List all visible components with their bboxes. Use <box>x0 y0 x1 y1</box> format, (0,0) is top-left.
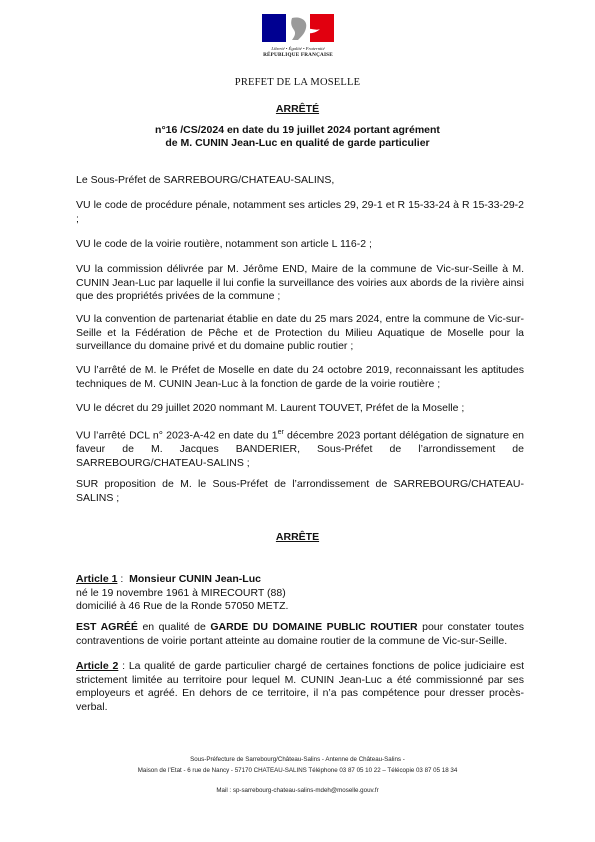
visa-3: VU la commission délivrée par M. Jérôme END, Maire de la commune de Vic-sur-Seille à M. CUNIN Jean-Luc par laquelle il lui confie la surveillance des voiries aux abords de la rivière ainsi que des propriétés privées de la commune ; <box>76 263 524 302</box>
proposal: SUR proposition de M. le Sous-Préfet de l’arrondissement de SARREBOURG/CHATEAU-SALINS ; <box>76 478 524 504</box>
republic-motto: Liberté • Égalité • Fraternité <box>271 46 325 51</box>
visa-7: VU l’arrêté DCL n° 2023-A-42 en date du 1er décembre 2023 portant délégation de signature en faveur de M. Jacques BANDERIER, Sous-Préfet de l’arrondissement de SARREBOURG/CHATEAU-SALINS ; <box>76 429 524 469</box>
visa-4: VU la convention de partenariat établie en date du 25 mars 2024, entre la commune de Vic-sur-Seille et la Fédération de Pêche et de Protection du Milieu Aquatique de Moselle pour la surveillance du domaine privé et du domaine public routier ; <box>76 313 524 352</box>
marianne-logo <box>262 14 334 58</box>
visa-5: VU l’arrêté de M. le Préfet de Moselle en date du 24 octobre 2019, reconnaissant les aptitudes techniques de M. CUNIN Jean-Luc à la fonction de garde de la voirie routière ; <box>76 364 524 390</box>
marianne-flag-icon <box>262 14 334 42</box>
footer-line-1: Sous-Préfecture de Sarrebourg/Château-Salins - Antenne de Château-Salins - <box>190 756 405 763</box>
document-subtitle <box>0 124 595 150</box>
article-1: Article 1 : Monsieur CUNIN Jean-Luc né le 19 novembre 1961 à MIRECOURT (88) domicilié à 46 Rue de la Ronde 57050 METZ. <box>76 573 524 614</box>
arrete-heading: ARRÊTE <box>275 531 320 543</box>
document-title: ARRÊTÉ <box>275 103 320 115</box>
republic-name: RÉPUBLIQUE FRANÇAISE <box>263 52 333 58</box>
subtitle-line-1: n°16 /CS/2024 en date du 19 juillet 2024 portant agrément <box>155 124 440 136</box>
article-1-address: domicilié à 46 Rue de la Ronde 57050 METZ. <box>76 600 289 612</box>
article-1-label: Article 1 <box>76 573 118 585</box>
intro-line: Le Sous-Préfet de SARREBOURG/CHATEAU-SALINS, <box>76 174 335 186</box>
article-2: Article 2 : La qualité de garde particulier chargé de certaines fonctions de police judiciaire est strictement limitée au territoire pour lequel M. CUNIN Jean-Luc a été commissionné par ses employeurs et agréé. En dehors de ce territoire, il n’a pas compétence pour dresser procès-verbal. <box>76 660 525 713</box>
subtitle-line-2: de M. CUNIN Jean-Luc en qualité de garde particulier <box>165 137 430 149</box>
visa-1: VU le code de procédure pénale, notamment ses articles 29, 29-1 et R 15-33-24 à R 15-33-29-2 ; <box>76 199 524 225</box>
visa-6: VU le décret du 29 juillet 2020 nommant M. Laurent TOUVET, Préfet de la Moselle ; <box>76 402 465 414</box>
article-2-label: Article 2 <box>76 660 119 672</box>
prefect-heading: PREFET DE LA MOSELLE <box>234 77 361 88</box>
visa-2: VU le code de la voirie routière, notamment son article L 116-2 ; <box>76 238 372 250</box>
article-1-born: né le 19 novembre 1961 à MIRECOURT (88) <box>76 586 286 599</box>
footer-email: Mail : sp-sarrebourg-chateau-salins-mdeh@moselle.gouv.fr <box>216 787 379 794</box>
agree-paragraph: EST AGRÉÉ en qualité de GARDE DU DOMAINE PUBLIC ROUTIER pour constater toutes contraventions de voirie portant atteinte au domaine routier de la commune de Vic-sur-Seille. <box>76 621 524 647</box>
footer-line-2: Maison de l’Etat - 6 rue de Nancy - 57170 CHATEAU-SALINS Téléphone 03 87 05 10 22 – Télécopie 03 87 05 18 34 <box>137 767 458 774</box>
article-1-name: Monsieur CUNIN Jean-Luc <box>129 573 261 585</box>
